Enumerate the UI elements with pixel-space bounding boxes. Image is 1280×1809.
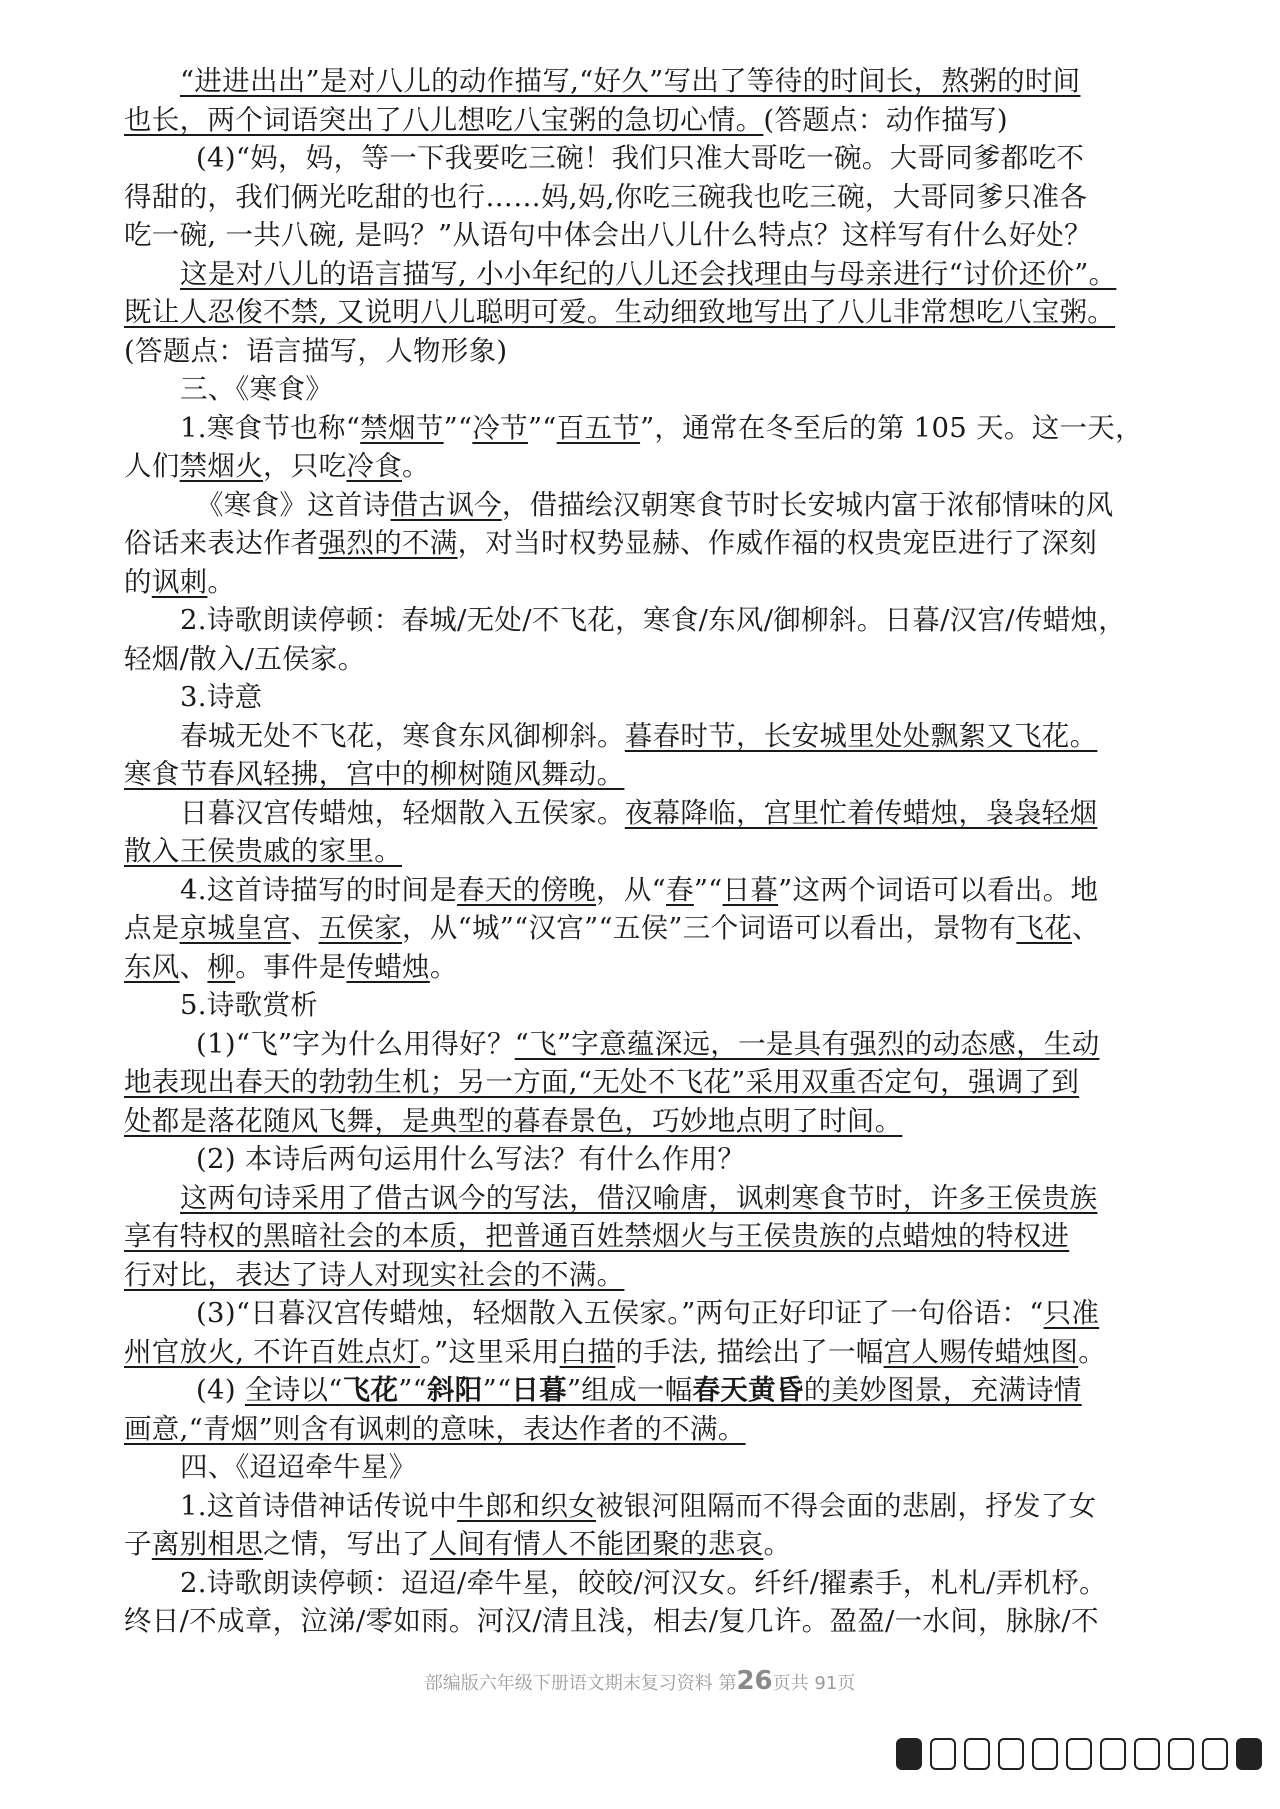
text-line <box>124 447 1164 486</box>
underlined-answer-text: 斜阳 <box>427 1374 483 1406</box>
text-line <box>124 1294 1164 1333</box>
text-line <box>124 139 1164 178</box>
underlined-answer-text: 寒食节春风轻拂，宫中的柳树随风舞动。 <box>124 758 625 790</box>
text-segment: 俗话来表达作者 <box>124 527 319 559</box>
text-line <box>124 909 1164 948</box>
text-segment: ”，通常在冬至后的第 105 天。这一天， <box>640 411 1143 444</box>
underlined-answer-text: 冷节 <box>472 411 528 444</box>
text-line <box>124 101 1164 140</box>
underlined-answer-text: 春天的傍晚 <box>457 873 597 906</box>
underlined-answer-text: 牛郎和织女 <box>457 1489 597 1522</box>
footer-page-number: 26 <box>736 1666 773 1696</box>
underlined-answer-text: 强烈的不满 <box>318 527 458 559</box>
underlined-answer-text: 日暮 <box>511 1374 567 1406</box>
text-segment: (3)“日暮汉宫传蜡烛，轻烟散入五侯家。”两句正好印证了一句俗语：“ <box>196 1297 1044 1329</box>
underlined-answer-text: 离别相思 <box>151 1528 264 1560</box>
text-line <box>124 640 1164 679</box>
text-segment: 3.诗意 <box>180 681 263 713</box>
underlined-answer-text: 全诗以“ <box>244 1374 343 1406</box>
text-segment: 2.诗歌朗读停顿：迢迢/牵牛星，皎皎/河汉女。纤纤/擢素手，札札/弄机杼。 <box>180 1566 1107 1599</box>
text-segment: 四、《迢迢牵牛星》 <box>180 1451 417 1483</box>
toggle-handle-icon[interactable] <box>1168 1738 1194 1770</box>
text-segment: 日暮汉宫传蜡烛，轻烟散入五侯家。 <box>180 796 625 829</box>
footer-suffix: 页共 91页 <box>772 1673 856 1694</box>
text-segment: 、 <box>1072 912 1100 944</box>
text-segment: 的 <box>124 565 152 598</box>
text-line <box>124 1102 1164 1141</box>
underlined-answer-text: 散入王侯贵戚的家里。 <box>124 835 402 867</box>
text-line <box>124 1025 1164 1064</box>
underlined-answer-text: ”“ <box>398 1374 427 1406</box>
text-line <box>124 255 1164 294</box>
text-line <box>124 1217 1164 1256</box>
text-line <box>124 370 1164 409</box>
toggle-handle-icon[interactable] <box>1134 1738 1160 1770</box>
text-segment: 轻烟/散入/五侯家。 <box>124 642 366 675</box>
text-segment: 点是 <box>124 912 180 944</box>
text-segment: (答题点：语言描写，人物形象) <box>124 334 508 367</box>
underlined-answer-text: 画意,“青烟”则含有讽刺的意味，表达作者的不满。 <box>124 1412 746 1445</box>
text-line <box>124 717 1164 756</box>
underlined-answer-text: 春 <box>666 873 694 906</box>
underlined-answer-text: 讽刺 <box>151 565 208 598</box>
text-line <box>124 1256 1164 1295</box>
underlined-answer-text: 春天黄昏 <box>692 1374 804 1406</box>
text-segment: (1)“飞”字为什么用得好？ <box>196 1027 515 1060</box>
underlined-answer-text: 飞花 <box>342 1374 399 1406</box>
text-line <box>124 1410 1164 1449</box>
underlined-answer-text: “飞”字意蕴深远，一是具有强烈的动态感，生动 <box>514 1027 1100 1060</box>
underlined-answer-text: 传蜡烛 <box>346 950 430 983</box>
text-line <box>124 755 1164 794</box>
text-line <box>124 1063 1164 1102</box>
text-line <box>124 871 1164 910</box>
text-segment: 三、《寒食》 <box>180 373 334 405</box>
underlined-answer-text: 白描 <box>559 1335 616 1368</box>
text-segment: ”“ <box>443 411 473 444</box>
text-segment: 。 <box>207 565 236 598</box>
underlined-answer-text: 暮春时节，长安城里处处飘絮又飞花。 <box>624 719 1098 752</box>
toggle-strip <box>0 1735 1280 1775</box>
text-line <box>124 678 1164 717</box>
underlined-answer-text: 只准 <box>1043 1297 1100 1329</box>
underlined-answer-text: 人间有情人不能团聚的悲哀 <box>429 1528 764 1560</box>
text-segment: 《寒食》这首诗 <box>196 488 391 521</box>
text-segment: 、 <box>290 912 319 944</box>
text-segment: ”这两个词语可以看出。地 <box>778 873 1099 906</box>
text-segment: ，借描绘汉朝寒食节时长安城内富于浓郁情味的风 <box>501 488 1114 521</box>
underlined-answer-text: 这是对八儿的语言描写, 小小年纪的八儿还会找理由与母亲进行“讨价还价”。 <box>180 257 1117 290</box>
footer-prefix: 部编版六年级下册语文期末复习资料 第 <box>424 1673 737 1694</box>
text-segment: ，从“ <box>596 873 667 906</box>
toggle-handle-icon[interactable] <box>1100 1738 1126 1770</box>
text-segment: 。 <box>429 950 458 983</box>
text-segment: 得甜的，我们俩光吃甜的也行……妈,妈,你吃三碗我也吃三碗，大哥同爹只准各 <box>124 180 1088 213</box>
text-segment: 。”这里采用 <box>420 1335 560 1368</box>
text-segment: 。 <box>1078 1335 1107 1368</box>
underlined-answer-text: 柳 <box>207 950 236 983</box>
underlined-answer-text: 宫人赐传蜡烛图 <box>883 1335 1079 1368</box>
text-line <box>124 986 1164 1025</box>
underlined-answer-text: 既让人忍俊不禁, 又说明八儿聪明可爱。生动细致地写出了八儿非常想吃八宝粥。 <box>124 296 1116 328</box>
text-line <box>124 1564 1164 1603</box>
toggle-handle-icon[interactable] <box>998 1738 1024 1770</box>
underlined-answer-text: ”“ <box>482 1374 512 1406</box>
text-line <box>124 293 1164 332</box>
text-line <box>124 524 1164 563</box>
text-segment: 。 <box>402 450 430 482</box>
toggle-handle-icon[interactable] <box>1202 1738 1228 1770</box>
underlined-answer-text: ”组成一幅 <box>566 1374 693 1406</box>
underlined-answer-text: 处都是落花随风飞舞，是典型的暮春景色，巧妙地点明了时间。 <box>124 1104 903 1137</box>
underlined-answer-text: 地表现出春天的勃勃生机；另一方面,“无处不飞花”采用双重否定句，强调了到 <box>124 1066 1080 1098</box>
underlined-answer-text: 也长，两个词语突出了八儿想吃八宝粥的急切心情。 <box>124 103 764 136</box>
text-line <box>124 216 1164 255</box>
text-segment: 子 <box>124 1528 152 1560</box>
underlined-answer-text: 享有特权的黑暗社会的本质，把普通百姓禁烟火与王侯贵族的点蜡烛的特权进 <box>124 1220 1070 1252</box>
text-segment: 1.寒食节也称“ <box>180 411 361 444</box>
text-line <box>124 486 1164 525</box>
underlined-answer-text: “进进出出”是对八儿的动作描写,“好久”写出了等待的时间长，熬粥的时间 <box>180 65 1081 97</box>
text-segment: 春城无处不飞花，寒食东风御柳斜。 <box>180 719 625 752</box>
underlined-answer-text: 飞花 <box>1016 912 1072 944</box>
text-segment: 。事件是 <box>235 950 347 983</box>
text-segment: 2.诗歌朗读停顿：春城/无处/不飞花，寒食/东风/御柳斜。日暮/汉宫/传蜡烛， <box>180 604 1127 636</box>
text-line <box>124 1179 1164 1218</box>
underlined-answer-text: 京城皇宫 <box>179 912 291 944</box>
toggle-handle-icon[interactable] <box>964 1738 990 1770</box>
text-line <box>124 62 1164 101</box>
text-segment: ，从“城”“汉宫”“五侯”三个词语可以看出，景物有 <box>402 912 1017 944</box>
text-line <box>124 1140 1164 1179</box>
text-line <box>124 1487 1164 1526</box>
text-line <box>124 601 1164 640</box>
text-segment: 吃一碗, 一共八碗, 是吗？”从语句中体会出八儿什么特点？这样写有什么好处？ <box>124 219 1092 251</box>
text-segment: (答题点：动作描写) <box>763 103 1008 136</box>
toggle-handle-icon[interactable] <box>1236 1738 1262 1770</box>
underlined-answer-text: 日暮 <box>722 873 779 906</box>
text-line <box>124 1333 1164 1372</box>
text-segment: 1.这首诗借神话传说中 <box>180 1489 458 1522</box>
underlined-answer-text: 冷食 <box>346 450 403 482</box>
underlined-answer-text: 夜幕降临，宫里忙着传蜡烛，袅袅轻烟 <box>624 796 1098 829</box>
text-line <box>124 409 1164 448</box>
text-segment: 。 <box>763 1528 792 1560</box>
toggle-handle-icon[interactable] <box>896 1738 922 1770</box>
text-segment: 人们 <box>124 450 180 482</box>
underlined-answer-text: 行对比，表达了诗人对现实社会的不满。 <box>124 1258 625 1291</box>
text-line <box>124 794 1164 833</box>
underlined-answer-text: 东风 <box>124 950 180 983</box>
underlined-answer-text: 的美妙图景，充满诗情 <box>803 1374 1082 1406</box>
text-line <box>124 1371 1164 1410</box>
text-segment: 之情，写出了 <box>263 1528 430 1560</box>
underlined-answer-text: 这两句诗采用了借古讽今的写法，借汉喻唐，讽刺寒食节时，许多王侯贵族 <box>180 1181 1098 1214</box>
text-segment: 终日/不成章，泣涕/零如雨。河汉/清且浅，相去/复几许。盈盈/一水间，脉脉/不 <box>124 1605 1099 1637</box>
text-segment: ，对当时权势显赫、作威作福的权贵宠臣进行了深刻 <box>457 527 1098 559</box>
document-page <box>124 62 1164 1641</box>
text-segment: ，只吃 <box>263 450 347 482</box>
text-line <box>124 1448 1164 1487</box>
text-segment: 的手法, 描绘出了一幅 <box>615 1335 884 1368</box>
text-line <box>124 332 1164 371</box>
text-segment: (4)“妈，妈，等一下我要吃三碗！我们只准大哥吃一碗。大哥同爹都吃不 <box>196 142 1085 174</box>
text-line <box>124 832 1164 871</box>
toggle-handle-icon[interactable] <box>1032 1738 1058 1770</box>
underlined-answer-text: 州官放火, 不许百姓点灯 <box>124 1335 421 1368</box>
text-line <box>124 1525 1164 1564</box>
text-line <box>124 1602 1164 1641</box>
text-segment: 、 <box>179 950 208 983</box>
text-line <box>124 563 1164 602</box>
text-line <box>124 948 1164 987</box>
underlined-answer-text: 五侯家 <box>318 912 403 944</box>
page-footer <box>0 1666 1280 1696</box>
text-segment: ”“ <box>527 411 557 444</box>
text-segment: 被银河阻隔而不得会面的悲剧，抒发了女 <box>596 1489 1097 1522</box>
text-segment: (4) <box>196 1374 245 1406</box>
toggle-handle-icon[interactable] <box>1066 1738 1092 1770</box>
underlined-answer-text: 禁烟火 <box>179 450 264 482</box>
text-segment: 4.这首诗描写的时间是 <box>180 873 458 906</box>
text-segment: ”“ <box>693 873 723 906</box>
text-line <box>124 178 1164 217</box>
underlined-answer-text: 借古讽今 <box>390 488 502 521</box>
text-segment: (2) 本诗后两句运用什么写法？有什么作用？ <box>196 1143 746 1175</box>
underlined-answer-text: 禁烟节 <box>360 411 444 444</box>
text-segment: 5.诗歌赏析 <box>180 989 319 1021</box>
underlined-answer-text: 百五节 <box>556 411 641 444</box>
toggle-handle-icon[interactable] <box>930 1738 956 1770</box>
